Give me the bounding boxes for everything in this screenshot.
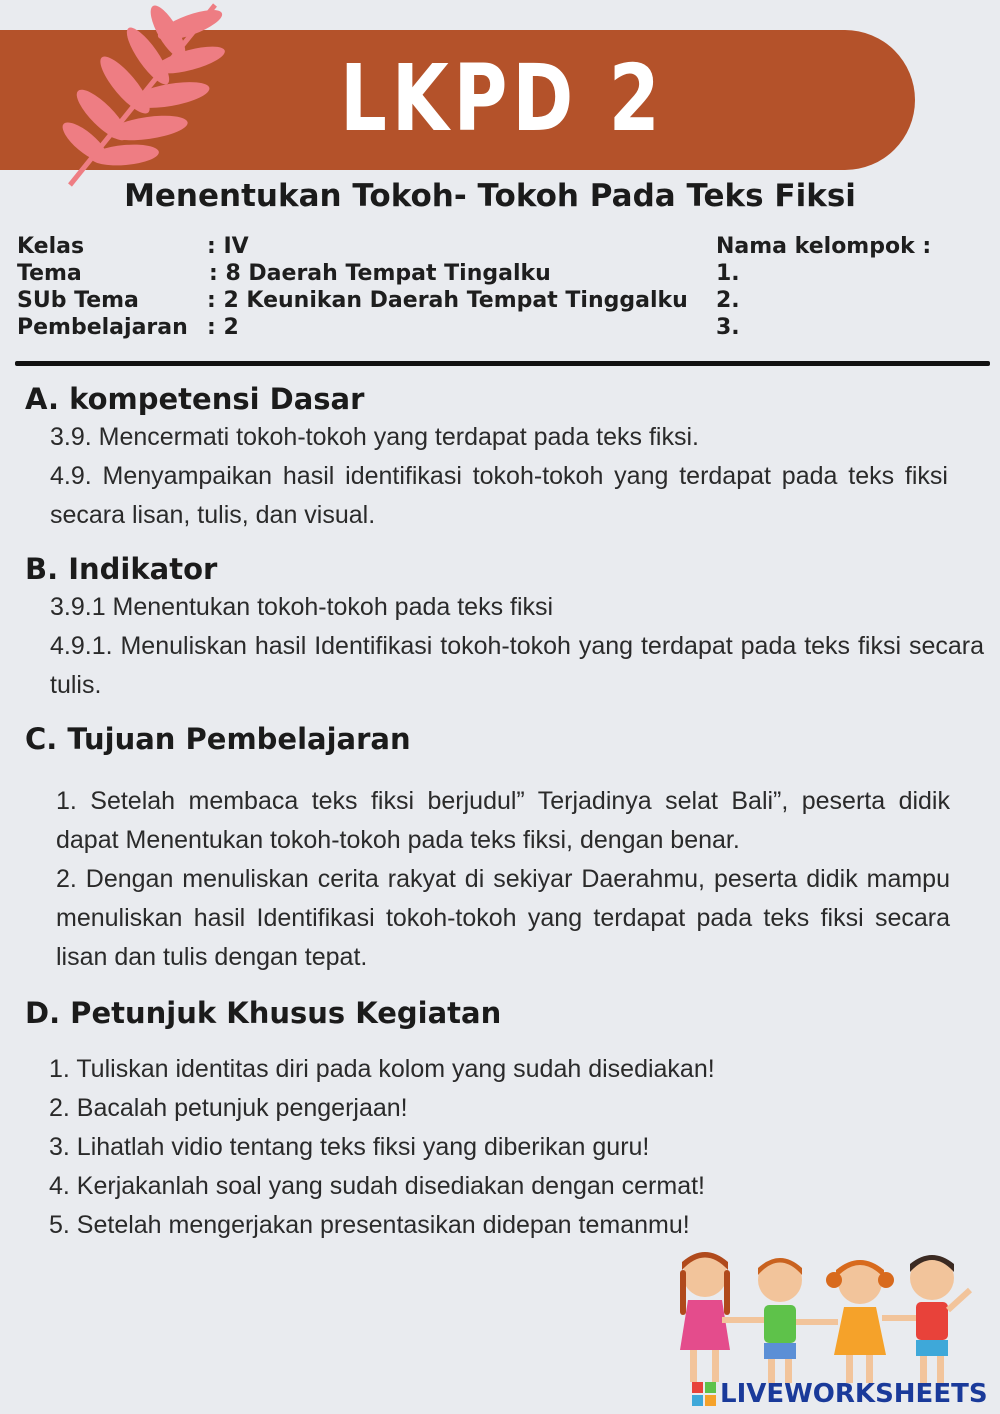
section-c-title: C. Tujuan Pembelajaran (25, 722, 411, 756)
info-value: : 8 Daerah Tempat Tingalku (209, 261, 551, 286)
group-member-3: 3. (716, 315, 740, 340)
instruction-list (49, 1050, 715, 1245)
header-divider (15, 361, 990, 366)
section-c-item-2: 2. Dengan menuliskan cerita rakyat di sekiyar Daerahmu, peserta didik mampu menuliskan hasil Identifikasi tokoh-tokoh yang terdapat pada teks fiksi secara lisan dan tulis dengan tepat. (56, 865, 950, 971)
info-value: : 2 (207, 315, 239, 340)
list-item: 3. Lihatlah vidio tentang teks fiksi yang diberikan guru! (49, 1133, 650, 1161)
section-b-item-1: 3.9.1 Menentukan tokoh-tokoh pada teks fiksi (50, 593, 554, 621)
info-value: : IV (207, 234, 249, 259)
group-label: Nama kelompok : (716, 234, 932, 259)
info-row-tema (17, 260, 688, 287)
fern-leaf-icon (40, 0, 240, 190)
list-item: 4. Kerjakanlah soal yang sudah disediakan dengan cermat! (49, 1172, 705, 1200)
group-member-2: 2. (716, 288, 740, 313)
section-b-item-2: 4.9.1. Menuliskan hasil Identifikasi tokoh-tokoh yang terdapat pada teks fiksi secara tulis. (50, 632, 984, 699)
list-item: 5. Setelah mengerjakan presentasikan didepan temanmu! (49, 1211, 690, 1239)
worksheet-title: LKPD 2 (340, 45, 665, 152)
section-b-title: B. Indikator (25, 552, 218, 586)
brand-name: LIVEWORKSHEETS (720, 1379, 988, 1409)
group-info (716, 233, 931, 341)
liveworksheets-logo-icon (692, 1382, 716, 1406)
info-row-pembelajaran (17, 314, 688, 341)
page-subtitle: Menentukan Tokoh- Tokoh Pada Teks Fiksi (124, 178, 856, 214)
list-item: 1. Tuliskan identitas diri pada kolom yang sudah disediakan! (49, 1055, 715, 1083)
section-c-item-1: 1. Setelah membaca teks fiksi berjudul” Terjadinya selat Bali”, peserta didik dapat Menentukan tokoh-tokoh pada teks fiksi, dengan benar. (56, 787, 950, 854)
liveworksheets-brand[interactable] (692, 1379, 988, 1409)
section-a-item-1: 3.9. Mencermati tokoh-tokoh yang terdapat pada teks fiksi. (50, 423, 699, 451)
info-label: SUb Tema (17, 288, 139, 313)
info-label: Tema (17, 261, 82, 286)
class-info (17, 233, 688, 341)
section-a-title: A. kompetensi Dasar (25, 382, 365, 416)
children-holding-hands-illustration (660, 1250, 980, 1390)
info-label: Kelas (17, 234, 85, 259)
section-a-item-2: 4.9. Menyampaikan hasil identifikasi tokoh-tokoh yang terdapat pada teks fiksi secara lisan, tulis, dan visual. (50, 462, 948, 529)
info-row-kelas (17, 233, 688, 260)
info-value: : 2 Keunikan Daerah Tempat Tinggalku (207, 288, 688, 313)
info-label: Pembelajaran (17, 315, 188, 340)
list-item: 2. Bacalah petunjuk pengerjaan! (49, 1094, 408, 1122)
info-row-subtema (17, 287, 688, 314)
group-member-1: 1. (716, 261, 740, 286)
section-d-title: D. Petunjuk Khusus Kegiatan (25, 996, 502, 1030)
